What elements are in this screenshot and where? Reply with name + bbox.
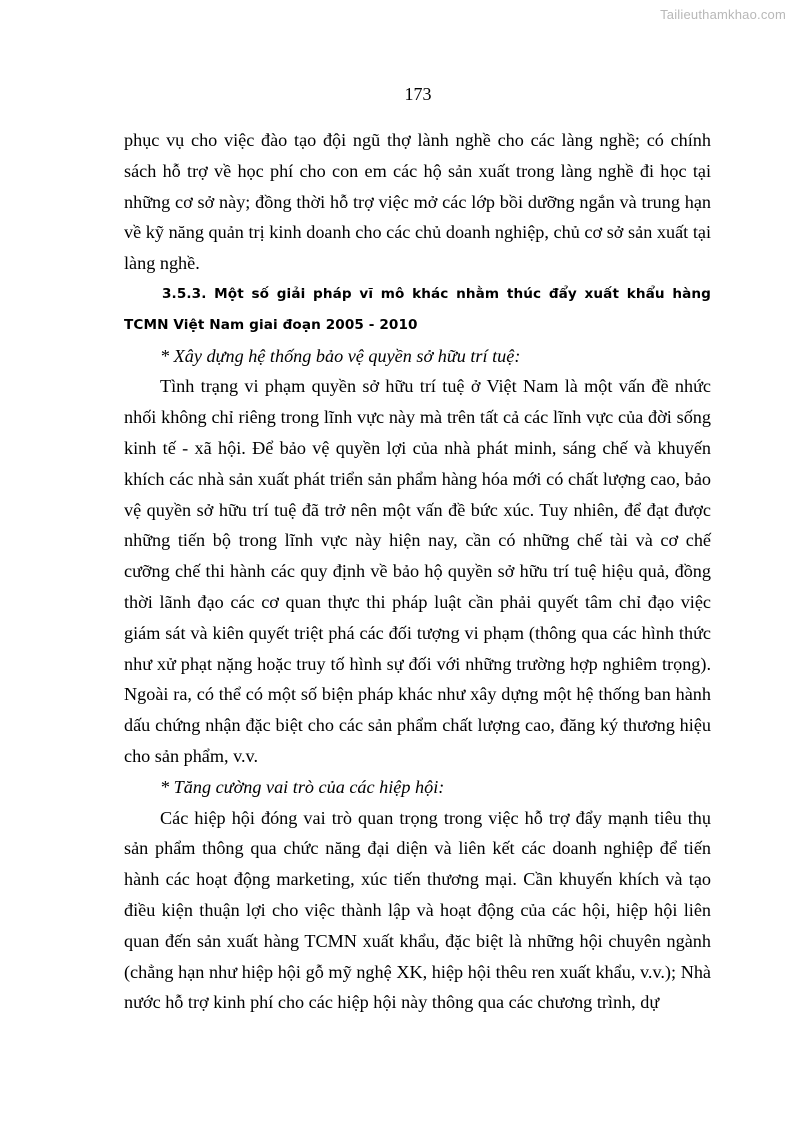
document-body — [124, 125, 711, 1018]
section-heading: 3.5.3. Một số giải pháp vĩ mô khác nhằm thúc đẩy xuất khẩu hàng TCMN Việt Nam giai đoạn 2005 - 2010 — [124, 285, 711, 333]
page-number: 173 — [404, 84, 432, 104]
paragraph-associations: Các hiệp hội đóng vai trò quan trọng trong việc hỗ trợ đẩy mạnh tiêu thụ sản phẩm thông qua chức năng đại diện và liên kết các doanh nghiệp để tiến hành các hoạt động marketing, xúc tiến thương mại. Cần khuyến khích và tạo điều kiện thuận lợi cho việc thành lập và hoạt động của các hội, hiệp hội liên quan đến sản xuất hàng TCMN xuất khẩu, đặc biệt là những hội chuyên ngành (chẳng hạn như hiệp hội gỗ mỹ nghệ XK, hiệp hội thêu ren xuất khẩu, v.v.); Nhà nước hỗ trợ kinh phí cho các hiệp hội này thông qua các chương trình, dự — [124, 807, 711, 1013]
paragraph-continuation: phục vụ cho việc đào tạo đội ngũ thợ lành nghề cho các làng nghề; có chính sách hỗ trợ về học phí cho con em các hộ sản xuất trong làng nghề đi học tại những cơ sở này; đồng thời hỗ trợ việc mở các lớp bồi dưỡng ngắn và trung hạn về kỹ năng quản trị kinh doanh cho các chủ doanh nghiệp, chủ cơ sở sản xuất tại làng nghề. — [124, 130, 711, 274]
subheading-intellectual-property: * Xây dựng hệ thống bảo vệ quyền sở hữu trí tuệ: — [160, 345, 521, 366]
subheading-associations: * Tăng cường vai trò của các hiệp hội: — [160, 776, 445, 797]
paragraph-intellectual-property: Tình trạng vi phạm quyền sở hữu trí tuệ ở Việt Nam là một vấn đề nhức nhối không chỉ riêng trong lĩnh vực này mà trên tất cả các lĩnh vực của đời sống kinh tế - xã hội. Để bảo vệ quyền lợi của nhà phát minh, sáng chế và khuyến khích các nhà sản xuất phát triển sản phẩm hàng hóa mới có chất lượng cao, bảo vệ quyền sở hữu trí tuệ đã trở nên một vấn đề bức xúc. Tuy nhiên, để đạt được những tiến bộ trong lĩnh vực này hiện nay, cần có những chế tài và cơ chế cưỡng chế thi hành các quy định về bảo hộ quyền sở hữu trí tuệ hiệu quả, đồng thời lãnh đạo các cơ quan thực thi pháp luật cần phải quyết tâm chỉ đạo việc giám sát và kiên quyết triệt phá các đối tượng vi phạm (thông qua các hình thức như xử phạt nặng hoặc truy tố hình sự đối với những trường hợp nghiêm trọng). Ngoài ra, có thể có một số biện pháp khác như xây dựng một hệ thống ban hành dấu chứng nhận đặc biệt cho các sản phẩm chất lượng cao, đăng ký thương hiệu cho sản phẩm, v.v. — [124, 376, 711, 766]
watermark: Tailieuthamkhao.com — [660, 7, 786, 22]
